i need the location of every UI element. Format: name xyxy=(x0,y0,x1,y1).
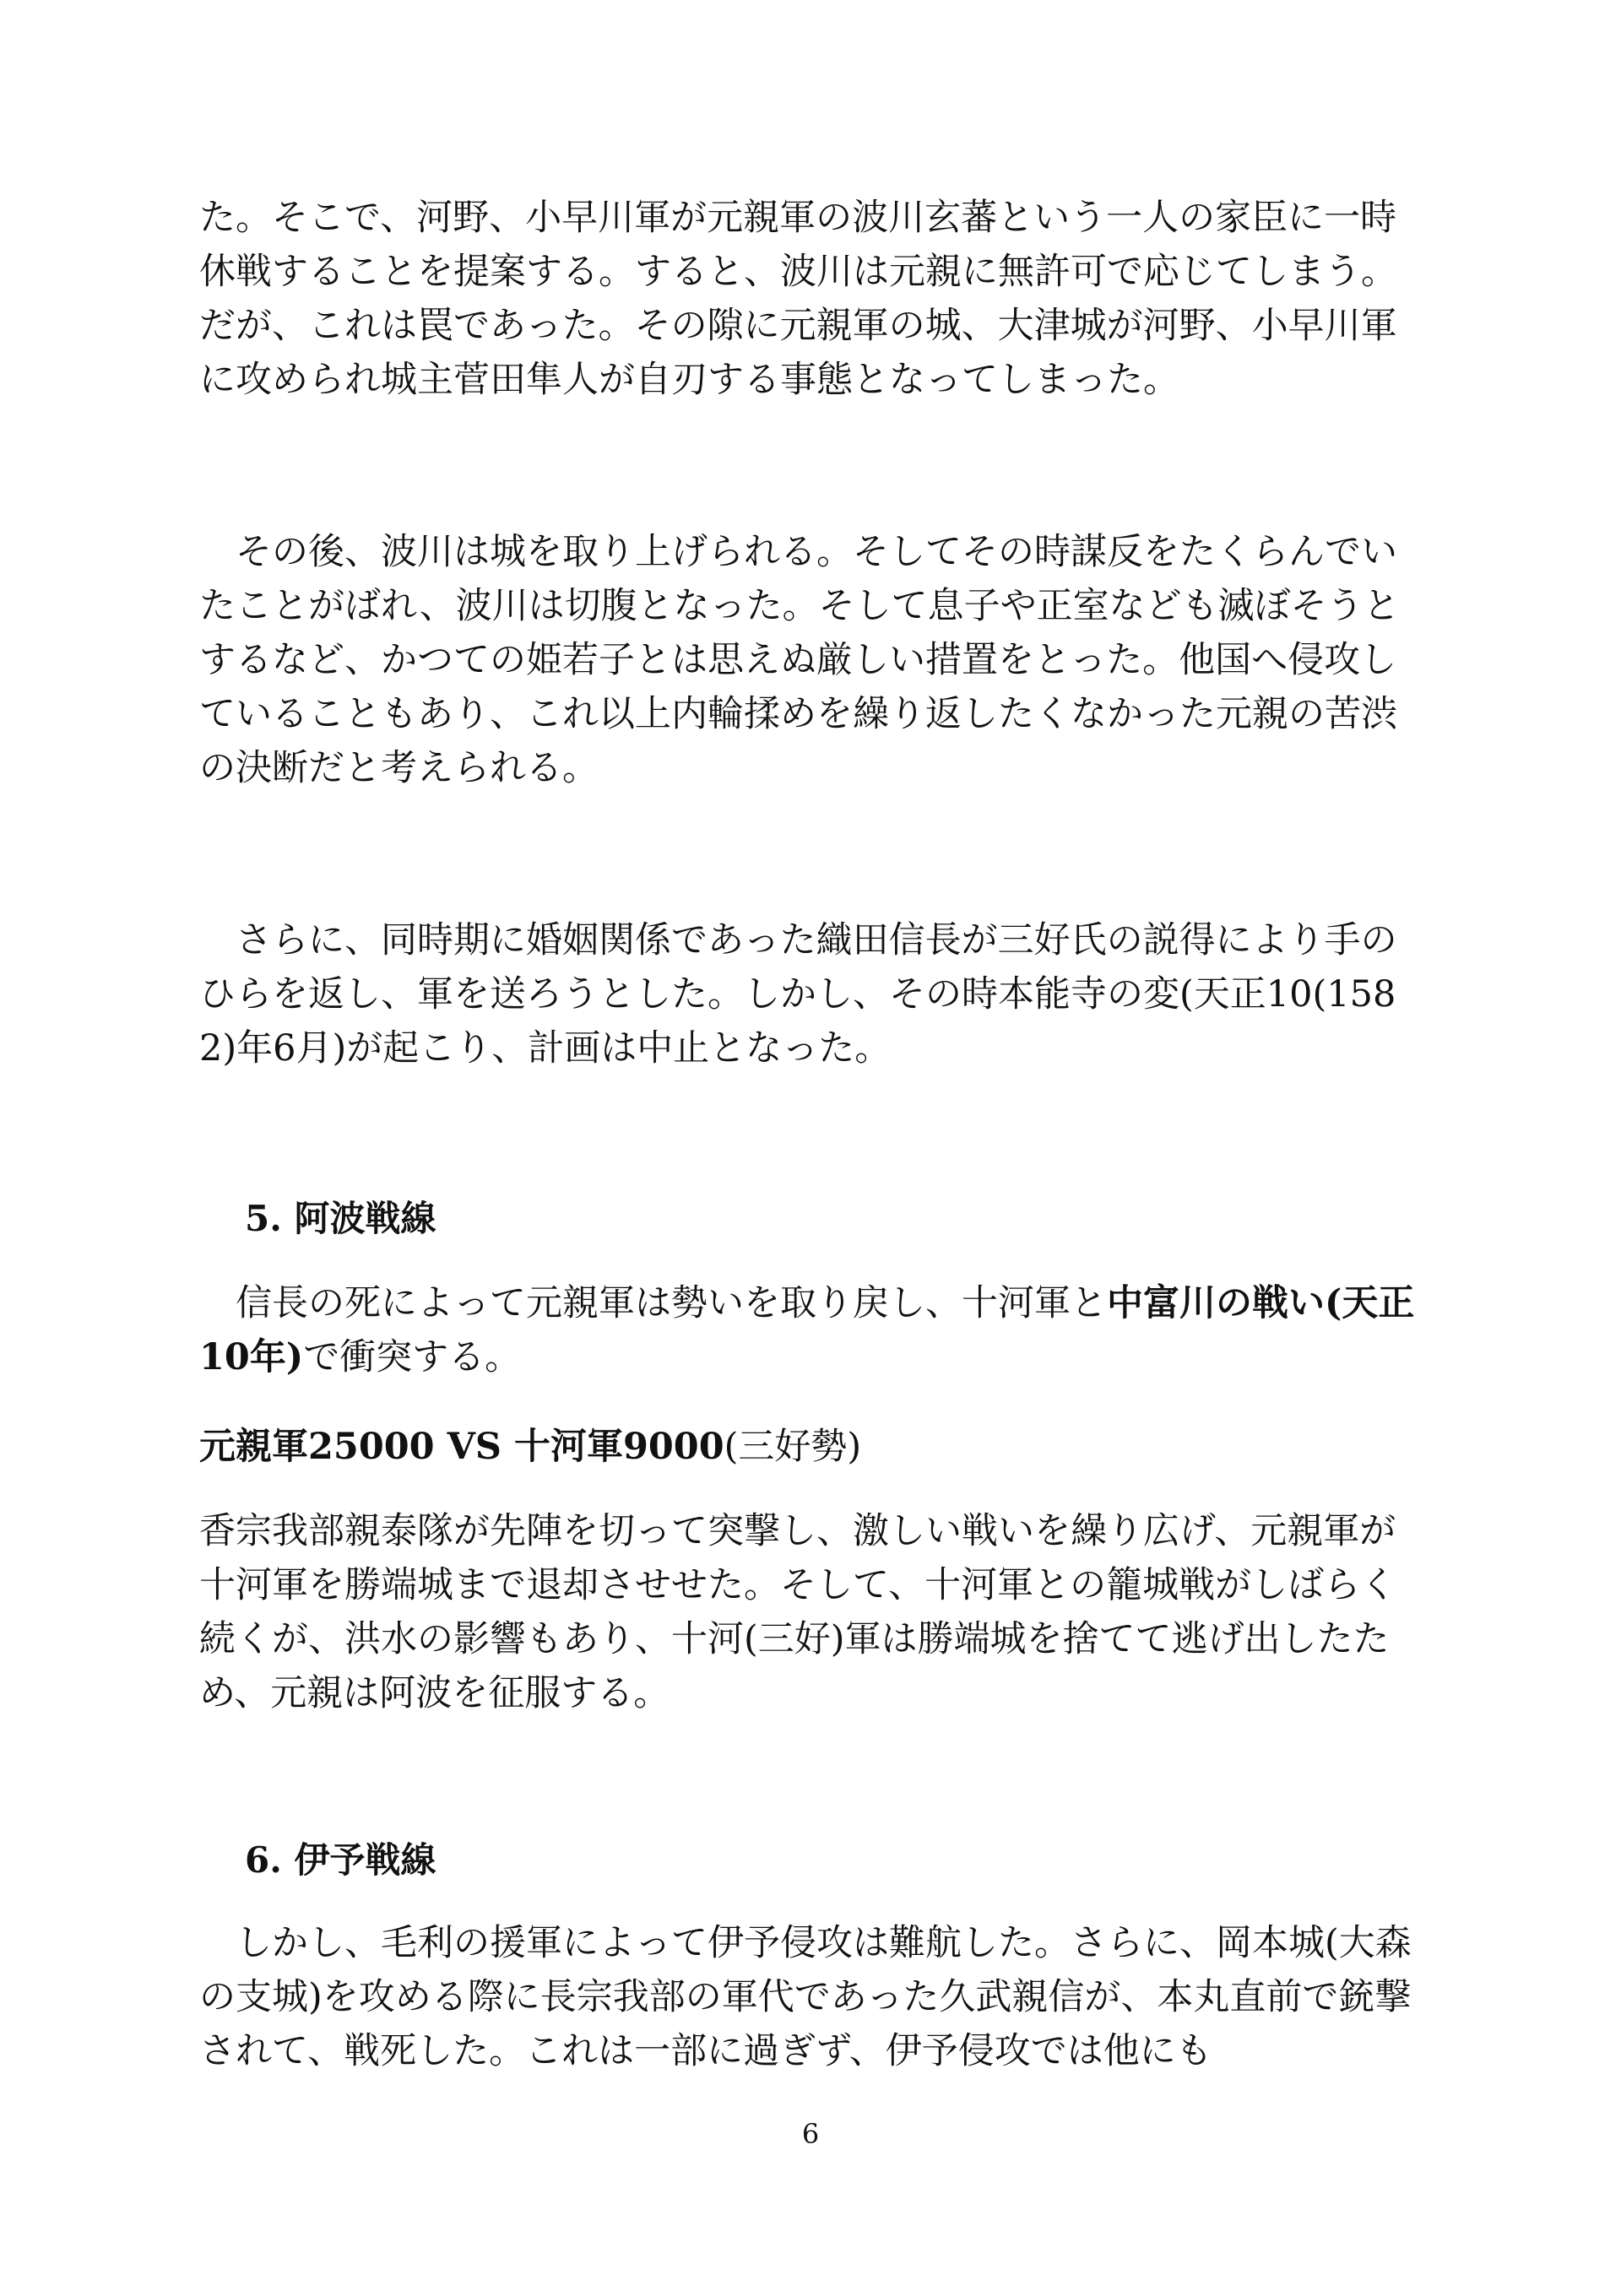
section-heading-awa: 5. 阿波戦線 xyxy=(245,1198,436,1239)
paragraph-nakatomigawa-end: で衝突する。 xyxy=(303,1336,522,1378)
battle-name: 中富川の戦い(天正10年) xyxy=(199,1282,1415,1378)
page-number: 6 xyxy=(801,2118,820,2150)
paragraph-namikawa-seppuku: その後、波川は城を取り上げられる。そしてその時謀反をたくらんでいたことがばれ、波川は切腹となった。そして息子や正室なども滅ぼそうとするなど、かつての姫若子とは思えぬ厳しい措置をとった。他国へ侵攻していることもあり、これ以上内輪揉めを繰り返したくなかった元親の苦渋の決断だと考えられる。 xyxy=(199,531,1400,789)
army-matchup-note: (三好勢) xyxy=(724,1426,862,1468)
paragraph-honnoji: さらに、同時期に婚姻関係であった織田信長が三好氏の説得により手のひらを返し、軍を送ろうとした。しかし、その時本能寺の変(天正10(1582)年6月)が起こり、計画は中止となった。 xyxy=(199,919,1397,1069)
army-matchup xyxy=(199,1420,1432,1474)
army-matchup-strength: 元親軍25000 VS 十河軍9000 xyxy=(199,1426,724,1468)
paragraph-nakatomigawa xyxy=(199,1276,1432,1384)
paragraph-nakatomigawa-start: 信長の死によって元親軍は勢いを取り戻し、十河軍と xyxy=(236,1282,1107,1324)
paragraph-shobata-siege: 香宗我部親泰隊が先陣を切って突撃し、激しい戦いを繰り広げ、元親軍が十河軍を勝端城まで退却させせた。そして、十河軍との籠城戦がしばらく続くが、洪水の影響もあり、十河(三好)軍は勝端城を捨てて逃げ出したため、元親は阿波を征服する。 xyxy=(199,1510,1397,1714)
paragraph-iyo-invasion: しかし、毛利の援軍によって伊予侵攻は難航した。さらに、岡本城(大森の支城)を攻める際に長宗我部の軍代であった久武親信が、本丸直前で銃撃されて、戦死した。これは一部に過ぎず、伊予侵攻では他にも xyxy=(199,1922,1412,2072)
paragraph-kawano-truce: た。そこで、河野、小早川軍が元親軍の波川玄蕃という一人の家臣に一時休戦することを提案する。すると、波川は元親に無許可で応じてしまう。だが、これは罠であった。その隙に元親軍の城、大津城が河野、小早川軍に攻められ城主菅田隼人が自刃する事態となってしまった。 xyxy=(199,197,1397,401)
section-heading-iyo: 6. 伊予戦線 xyxy=(245,1839,436,1881)
